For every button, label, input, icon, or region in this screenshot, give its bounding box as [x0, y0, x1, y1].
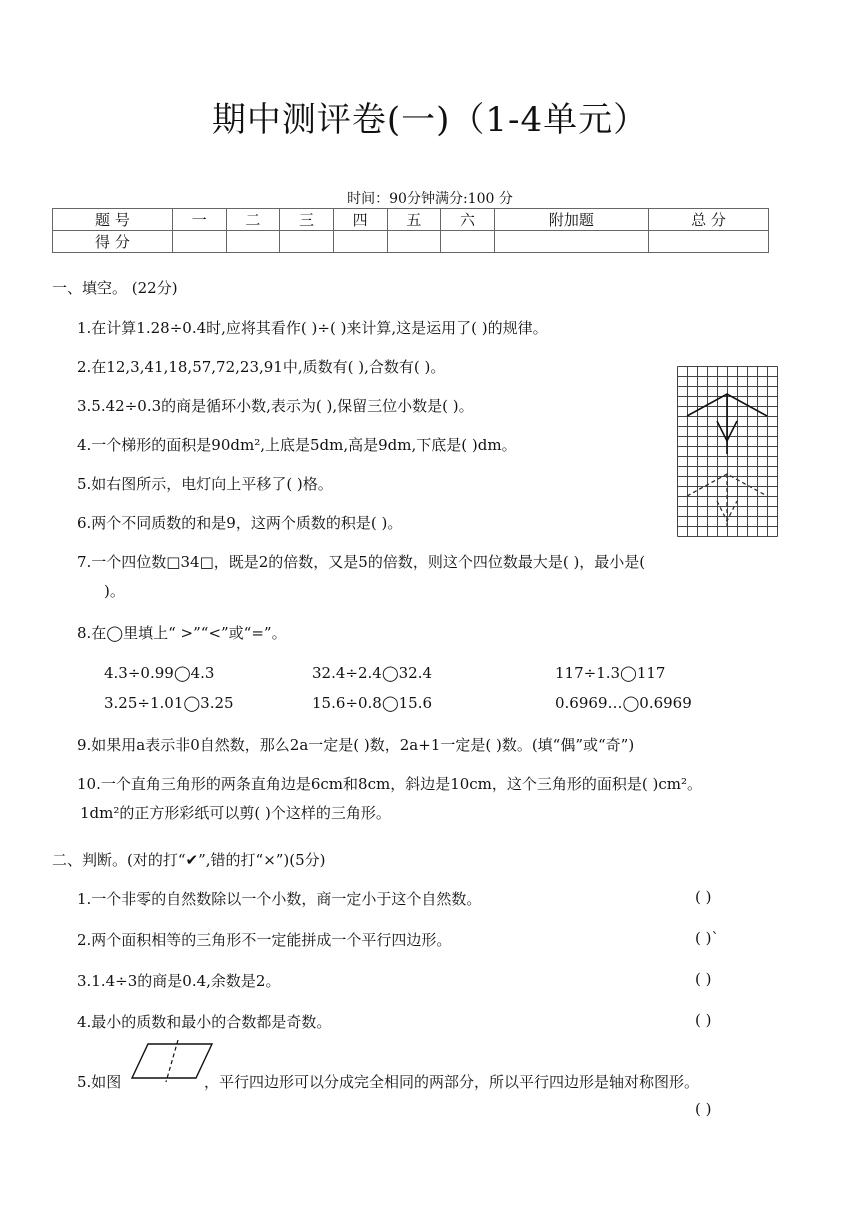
score-cell: 二 — [226, 209, 280, 231]
score-cell: 题 号 — [53, 209, 173, 231]
question-9: 9.如果用a表示非0自然数，那么2a一定是( )数，2a+1一定是( )数。(填“偶”或“奇”) — [77, 736, 635, 754]
score-cell: 总 分 — [649, 209, 769, 231]
question-1: 1.在计算1.28÷0.4时,应将其看作( )÷( )来计算,这是运用了( )的规律。 — [77, 319, 548, 337]
score-input-cell[interactable] — [280, 231, 334, 253]
answer-parenthesis[interactable]: ( ) — [695, 888, 712, 906]
section-heading: 二、判断。(对的打“✔”,错的打“×”)(5分) — [52, 851, 326, 869]
score-input-cell[interactable] — [441, 231, 495, 253]
parallelogram-figure — [130, 1040, 214, 1084]
lamp-grid-figure — [677, 366, 779, 538]
score-table-header-row — [53, 209, 769, 231]
judge-item: 3.1.4÷3的商是0.4,余数是2。 — [77, 972, 281, 990]
score-input-cell[interactable] — [172, 231, 226, 253]
question-6: 6.两个不同质数的和是9，这两个质数的积是( )。 — [77, 514, 403, 532]
question-8: 8.在◯里填上“ >”“<”或“=”。 — [77, 624, 287, 642]
score-table — [52, 208, 769, 253]
section-heading: 一、填空。 (22分) — [52, 279, 178, 297]
score-cell: 五 — [387, 209, 441, 231]
answer-parenthesis[interactable]: ( )` — [695, 929, 719, 947]
question-3: 3.5.42÷0.3的商是循环小数,表示为( ),保留三位小数是( )。 — [77, 397, 474, 415]
judge-item: 4.最小的质数和最小的合数都是奇数。 — [77, 1013, 332, 1031]
question-2: 2.在12,3,41,18,57,72,23,91中,质数有( ),合数有( )。 — [77, 358, 446, 376]
judge-item-5-prefix: 5.如图 — [77, 1073, 122, 1091]
compare-item: 4.3÷0.99◯4.3 — [104, 664, 215, 682]
answer-parenthesis[interactable]: ( ) — [695, 970, 712, 988]
score-input-cell[interactable] — [494, 231, 648, 253]
question-10-continued: 1dm²的正方形彩纸可以剪( )个这样的三角形。 — [80, 804, 391, 822]
score-input-cell[interactable] — [226, 231, 280, 253]
score-cell: 六 — [441, 209, 495, 231]
score-input-cell[interactable] — [649, 231, 769, 253]
lamp-after-icon — [687, 394, 767, 454]
exam-meta: 时间：90分钟满分:100 分 — [347, 191, 513, 207]
question-7: 7.一个四位数□34□，既是2的倍数，又是5的倍数，则这个四位数最大是( )，最小是( — [77, 553, 646, 571]
compare-item: 15.6÷0.8◯15.6 — [312, 694, 433, 712]
question-10: 10.一个直角三角形的两条直角边是6cm和8cm，斜边是10cm，这个三角形的面积是( )cm²。 — [77, 775, 703, 793]
page-title: 期中测评卷(一)（1-4单元） — [211, 100, 649, 140]
score-input-cell[interactable] — [333, 231, 387, 253]
question-7-continued: )。 — [104, 582, 125, 600]
compare-item: 117÷1.3◯117 — [555, 664, 666, 682]
score-cell: 三 — [280, 209, 334, 231]
score-cell: 附加题 — [494, 209, 648, 231]
compare-item: 3.25÷1.01◯3.25 — [104, 694, 234, 712]
score-row-label: 得 分 — [53, 231, 173, 253]
judge-item: 2.两个面积相等的三角形不一定能拼成一个平行四边形。 — [77, 931, 452, 949]
question-4: 4.一个梯形的面积是90dm²,上底是5dm,高是9dm,下底是( )dm。 — [77, 436, 517, 454]
answer-parenthesis[interactable]: ( ) — [695, 1011, 712, 1029]
score-cell: 一 — [172, 209, 226, 231]
score-input-cell[interactable] — [387, 231, 441, 253]
answer-parenthesis[interactable]: ( ) — [695, 1100, 712, 1118]
question-5: 5.如右图所示，电灯向上平移了( )格。 — [77, 475, 333, 493]
score-table-score-row — [53, 231, 769, 253]
score-cell: 四 — [333, 209, 387, 231]
compare-item: 0.6969…◯0.6969 — [555, 694, 692, 712]
compare-item: 32.4÷2.4◯32.4 — [312, 664, 433, 682]
judge-item-5-text: ，平行四边形可以分成完全相同的两部分，所以平行四边形是轴对称图形。 — [204, 1073, 700, 1091]
judge-item: 1.一个非零的自然数除以一个小数，商一定小于这个自然数。 — [77, 890, 482, 908]
